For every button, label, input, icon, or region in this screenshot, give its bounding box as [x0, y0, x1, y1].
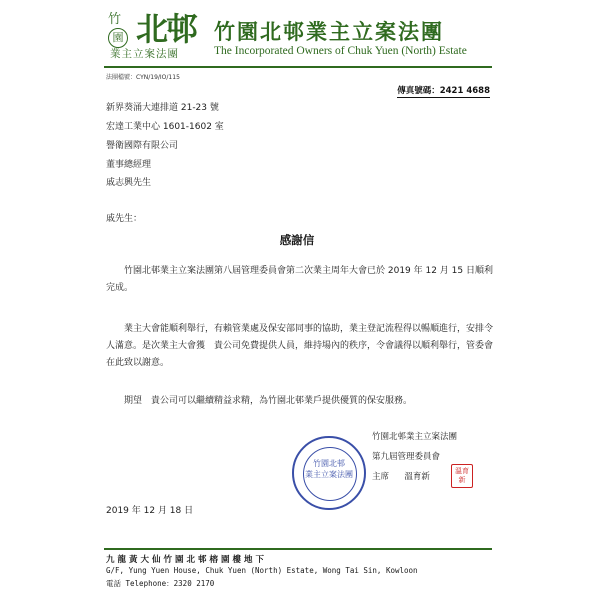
- paragraph-2: 業主大會能順利舉行，有賴管業處及保安部同事的協助，業主登記流程得以暢順進行，安排令人滿意。是次業主大會獲 貴公司免費提供人員，維持場內的秩序，令會議得以順利舉行，管委會在此致以謝意。: [106, 324, 494, 368]
- recipient-name: 戚志興先生: [106, 178, 152, 188]
- letter-heading: 感謝信: [279, 233, 315, 247]
- recipient-address-line1: 新界葵涌大連排道 21-23 號: [106, 103, 219, 113]
- signature-committee: 第九屆管理委員會: [372, 452, 441, 462]
- org-seal-stamp: [292, 436, 366, 510]
- logo-subtitle: 業主立案法團: [110, 48, 179, 60]
- salutation: 戚先生：: [106, 214, 143, 224]
- personal-chop-stamp: [451, 464, 473, 488]
- paragraph-3: 期望 貴公司可以繼續精益求精，為竹園北邨業戶提供優質的保安服務。: [124, 396, 413, 406]
- logo: [108, 8, 206, 62]
- seal-text: [294, 458, 364, 480]
- seal-line1: 竹園北邨: [313, 459, 345, 468]
- logo-mark: [108, 8, 128, 48]
- logo-big-text: 北邨: [136, 10, 197, 48]
- recipient-title: 董事總經理: [106, 160, 152, 170]
- footer-telephone: 電話 Telephone：2320 2170: [106, 579, 215, 588]
- logo-char-circle: 園: [108, 28, 128, 48]
- org-title-chinese: 竹園北邨業主立案法團: [214, 19, 444, 44]
- chop-text: 溫育新: [455, 467, 469, 484]
- footer-address-chinese: 九龍黃大仙竹園北邨榕園樓地下: [106, 555, 268, 565]
- signature-name: 溫育新: [404, 472, 430, 482]
- footer-address-english: G/F, Yung Yuen House, Chuk Yuen (North) Estate, Wong Tai Sin, Kowloon: [106, 566, 418, 575]
- header-divider: [104, 66, 492, 68]
- logo-char-small: 竹: [108, 12, 122, 27]
- letter-date: 2019 年 12 月 18 日: [106, 506, 194, 516]
- fax-number: 傳真號碼：2421 4688: [397, 86, 490, 96]
- seal-line2: 業主立案法團: [305, 470, 353, 479]
- signature-org: 竹園北邨業主立案法團: [372, 432, 458, 442]
- paragraph-1: 竹園北邨業主立案法團第八屆管理委員會第二次業主周年大會已於 2019 年 12 月 15 日順利完成。: [106, 266, 493, 293]
- reference-number: 法團檔號：CYN/19/IO/115: [106, 74, 180, 81]
- org-title-english: The Incorporated Owners of Chuk Yuen (North) Estate: [214, 45, 467, 57]
- recipient-company: 譽衛國際有限公司: [106, 141, 179, 151]
- recipient-address-line2: 宏達工業中心 1601-1602 室: [106, 122, 224, 132]
- signature-role: 主席: [372, 472, 390, 482]
- signature-role-line: [372, 470, 430, 482]
- footer-divider: [104, 548, 492, 550]
